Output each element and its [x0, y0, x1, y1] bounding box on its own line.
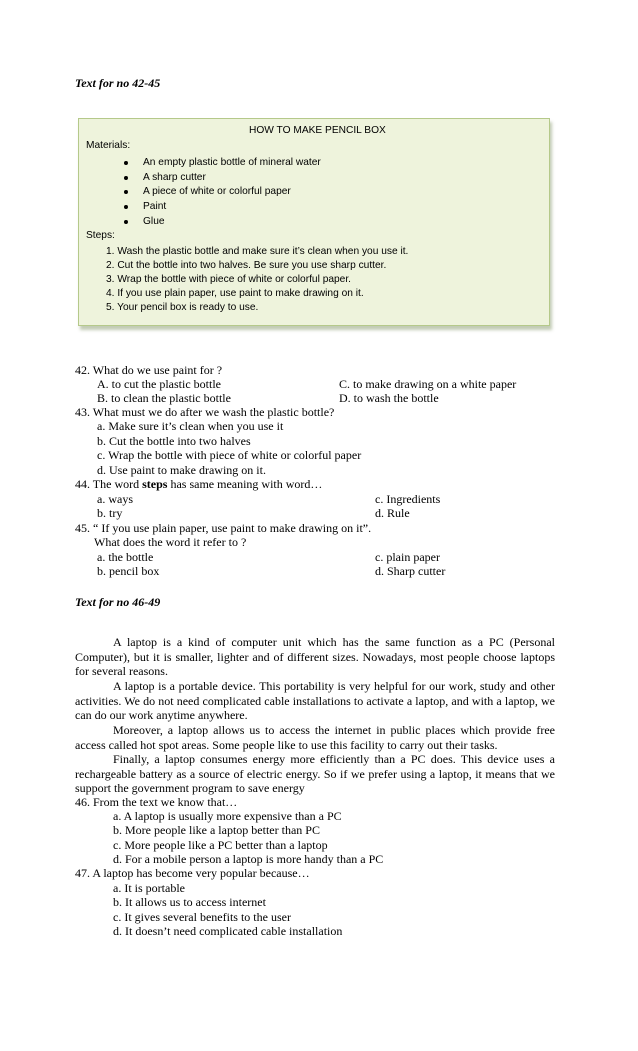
bullet-icon [124, 161, 128, 165]
question-45-subtext: What does the word it refer to ? [94, 535, 247, 549]
q42-option-a: A. to cut the plastic bottle [97, 377, 221, 391]
q47-option-b: b. It allows us to access internet [113, 895, 266, 909]
q44-option-a: a. ways [97, 492, 133, 506]
question-44 [75, 477, 322, 491]
q47-option-a: a. It is portable [113, 881, 185, 895]
material-item: Paint [143, 201, 167, 212]
step-item: 3. Wrap the bottle with piece of white or colorful paper. [106, 274, 352, 285]
material-item: A sharp cutter [143, 172, 206, 183]
q44-option-b: b. try [97, 506, 123, 520]
step-item: 2. Cut the bottle into two halves. Be sure you use sharp cutter. [106, 260, 387, 271]
section-heading-46-49: Text for no 46-49 [75, 595, 161, 609]
q42-option-d: D. to wash the bottle [339, 391, 439, 405]
q43-option-c: c. Wrap the bottle with piece of white or colorful paper [97, 448, 362, 462]
q47-option-c: c. It gives several benefits to the user [113, 910, 291, 924]
reading-paragraph: Finally, a laptop consumes energy more efficiently than a PC does. This device uses a rechargeable battery as a source of electric energy. So if we prefer using a laptop, it means that we support the government program to save energy [75, 752, 555, 796]
question-45: 45. “ If you use plain paper, use paint to make drawing on it”. [75, 521, 372, 535]
q46-option-c: c. More people like a PC better than a laptop [113, 838, 328, 852]
q44-text-post: has same meaning with word… [167, 477, 323, 491]
question-42: 42. What do we use paint for ? [75, 363, 223, 377]
step-item: 4. If you use plain paper, use paint to make drawing on it. [106, 288, 364, 299]
bullet-icon [124, 220, 128, 224]
q45-option-d: d. Sharp cutter [375, 564, 446, 578]
box-title: HOW TO MAKE PENCIL BOX [249, 125, 386, 136]
section-heading-42-45: Text for no 42-45 [75, 76, 161, 90]
q44-text-pre: 44. The word [75, 477, 143, 491]
bullet-icon [124, 205, 128, 209]
question-47: 47. A laptop has become very popular because… [75, 866, 310, 880]
q45-option-c: c. plain paper [375, 550, 440, 564]
q47-option-d: d. It doesn’t need complicated cable installation [113, 924, 343, 938]
material-item: Glue [143, 216, 165, 227]
reading-paragraph: Moreover, a laptop allows us to access the internet in public places which provide free access called hot spot areas. Some people like to use this facility to carry out their tasks. [75, 723, 555, 752]
q45-option-a: a. the bottle [97, 550, 154, 564]
reading-paragraph: A laptop is a portable device. This portability is very helpful for our work, study and other activities. We do not need complicated cable installations to activate a laptop, and with a laptop, we can do our work anytime anywhere. [75, 679, 555, 723]
q46-option-d: d. For a mobile person a laptop is more handy than a PC [113, 852, 384, 866]
question-46: 46. From the text we know that… [75, 795, 238, 809]
q46-option-a: a. A laptop is usually more expensive than a PC [113, 809, 342, 823]
material-item: An empty plastic bottle of mineral water [143, 157, 321, 168]
q42-option-c: C. to make drawing on a white paper [339, 377, 517, 391]
question-43: 43. What must we do after we wash the plastic bottle? [75, 405, 335, 419]
q43-option-a: a. Make sure it’s clean when you use it [97, 419, 284, 433]
q44-option-c: c. Ingredients [375, 492, 441, 506]
q43-option-b: b. Cut the bottle into two halves [97, 434, 251, 448]
step-item: 1. Wash the plastic bottle and make sure it’s clean when you use it. [106, 246, 409, 257]
steps-label: Steps: [86, 230, 115, 241]
bullet-icon [124, 176, 128, 180]
q43-option-d: d. Use paint to make drawing on it. [97, 463, 266, 477]
q44-option-d: d. Rule [375, 506, 410, 520]
q45-option-b: b. pencil box [97, 564, 160, 578]
step-item: 5. Your pencil box is ready to use. [106, 302, 259, 313]
bullet-icon [124, 190, 128, 194]
materials-label: Materials: [86, 140, 131, 151]
reading-paragraph: A laptop is a kind of computer unit which has the same function as a PC (Personal Computer), but it is smaller, lighter and of different sizes. Nowadays, most people choose laptops for several reasons. [75, 635, 555, 679]
material-item: A piece of white or colorful paper [143, 186, 291, 197]
q42-option-b: B. to clean the plastic bottle [97, 391, 231, 405]
q46-option-b: b. More people like a laptop better than PC [113, 823, 320, 837]
q44-keyword: steps [142, 477, 168, 491]
